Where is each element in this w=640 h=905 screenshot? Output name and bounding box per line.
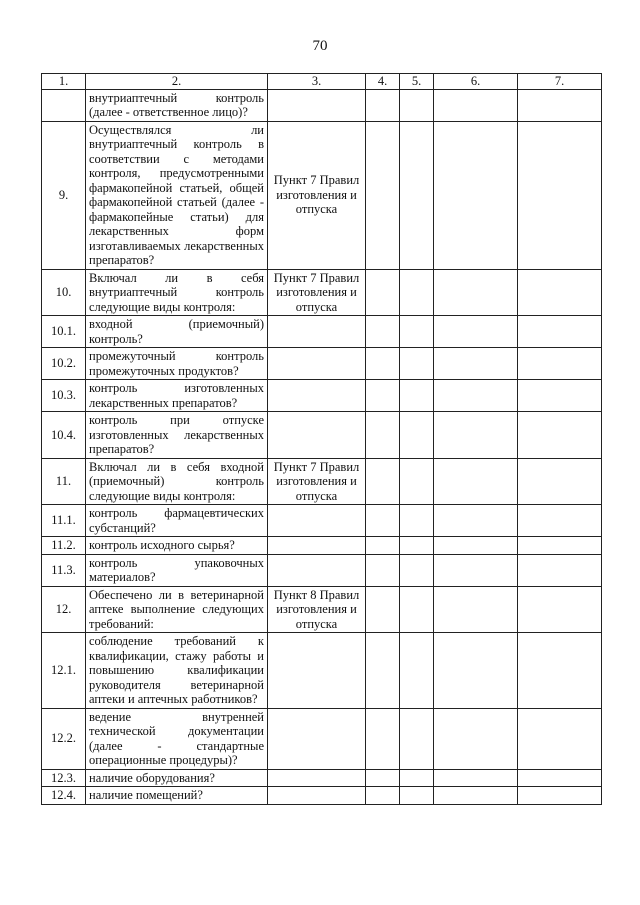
answer-cell-7: [518, 554, 602, 586]
header-cell: 1.: [42, 74, 86, 90]
question-cell: промежуточный контроль промежуточных продуктов?: [86, 348, 268, 380]
table-row: [42, 348, 602, 380]
answer-cell-5: [400, 787, 434, 805]
question-cell: Осуществлялся ли внутриаптечный контроль в соответствии с методами контроля, предусмотренными фармакопейной статьей, общей фармакопейной статьей (далее - фармакопейные статьи) для лекарственных форм изготавливаемых лекарственных препаратов?: [86, 121, 268, 269]
table-row: [42, 708, 602, 769]
table-row: [42, 537, 602, 555]
reference-cell: [268, 316, 366, 348]
reference-cell: [268, 505, 366, 537]
row-number-cell: 11.1.: [42, 505, 86, 537]
answer-cell-4: [366, 121, 400, 269]
answer-cell-6: [434, 316, 518, 348]
answer-cell-7: [518, 505, 602, 537]
table-row: [42, 316, 602, 348]
question-cell: входной (приемочный) контроль?: [86, 316, 268, 348]
reference-cell: [268, 537, 366, 555]
header-cell: 5.: [400, 74, 434, 90]
question-cell: контроль при отпуске изготовленных лекарственных препаратов?: [86, 412, 268, 459]
row-number-cell: 12.2.: [42, 708, 86, 769]
row-number-cell: 10.4.: [42, 412, 86, 459]
answer-cell-4: [366, 316, 400, 348]
header-cell: 2.: [86, 74, 268, 90]
row-number-cell: 12.1.: [42, 633, 86, 709]
question-cell: контроль фармацевтических субстанций?: [86, 505, 268, 537]
answer-cell-7: [518, 633, 602, 709]
answer-cell-6: [434, 269, 518, 316]
answer-cell-7: [518, 537, 602, 555]
answer-cell-4: [366, 769, 400, 787]
answer-cell-5: [400, 412, 434, 459]
table-row: [42, 121, 602, 269]
answer-cell-7: [518, 316, 602, 348]
question-cell: контроль изготовленных лекарственных препаратов?: [86, 380, 268, 412]
answer-cell-7: [518, 708, 602, 769]
answer-cell-7: [518, 348, 602, 380]
answer-cell-5: [400, 348, 434, 380]
answer-cell-6: [434, 769, 518, 787]
answer-cell-5: [400, 708, 434, 769]
answer-cell-4: [366, 633, 400, 709]
table-row: [42, 412, 602, 459]
reference-cell: [268, 708, 366, 769]
question-cell: Обеспечено ли в ветеринарной аптеке выполнение следующих требований:: [86, 586, 268, 633]
row-number-cell: 9.: [42, 121, 86, 269]
answer-cell-4: [366, 269, 400, 316]
reference-cell: [268, 769, 366, 787]
question-cell: внутриаптечный контроль (далее - ответственное лицо)?: [86, 89, 268, 121]
answer-cell-6: [434, 89, 518, 121]
answer-cell-6: [434, 505, 518, 537]
header-cell: 4.: [366, 74, 400, 90]
question-cell: контроль исходного сырья?: [86, 537, 268, 555]
table-row: [42, 586, 602, 633]
row-number-cell: 10.: [42, 269, 86, 316]
answer-cell-5: [400, 316, 434, 348]
row-number-cell: 10.2.: [42, 348, 86, 380]
reference-cell: Пункт 7 Правил изготовления и отпуска: [268, 269, 366, 316]
answer-cell-4: [366, 554, 400, 586]
reference-cell: Пункт 7 Правил изготовления и отпуска: [268, 458, 366, 505]
question-cell: контроль упаковочных материалов?: [86, 554, 268, 586]
answer-cell-7: [518, 89, 602, 121]
answer-cell-6: [434, 633, 518, 709]
row-number-cell: 11.2.: [42, 537, 86, 555]
row-number-cell: [42, 89, 86, 121]
answer-cell-4: [366, 537, 400, 555]
answer-cell-4: [366, 380, 400, 412]
answer-cell-4: [366, 89, 400, 121]
answer-cell-4: [366, 787, 400, 805]
answer-cell-6: [434, 537, 518, 555]
answer-cell-6: [434, 348, 518, 380]
row-number-cell: 10.3.: [42, 380, 86, 412]
answer-cell-6: [434, 586, 518, 633]
answer-cell-7: [518, 121, 602, 269]
table-row: [42, 633, 602, 709]
reference-cell: Пункт 8 Правил изготовления и отпуска: [268, 586, 366, 633]
header-cell: 7.: [518, 74, 602, 90]
table-row: [42, 458, 602, 505]
answer-cell-5: [400, 554, 434, 586]
answer-cell-7: [518, 787, 602, 805]
header-row: [42, 74, 602, 90]
reference-cell: [268, 554, 366, 586]
table-row: [42, 554, 602, 586]
table-row: [42, 505, 602, 537]
checklist-table: [41, 73, 602, 805]
question-cell: Включал ли в себя входной (приемочный) контроль следующие виды контроля:: [86, 458, 268, 505]
answer-cell-5: [400, 89, 434, 121]
row-number-cell: 10.1.: [42, 316, 86, 348]
table-row: [42, 89, 602, 121]
header-cell: 6.: [434, 74, 518, 90]
row-number-cell: 12.4.: [42, 787, 86, 805]
reference-cell: [268, 348, 366, 380]
table-row: [42, 269, 602, 316]
answer-cell-6: [434, 380, 518, 412]
answer-cell-4: [366, 708, 400, 769]
answer-cell-4: [366, 586, 400, 633]
answer-cell-7: [518, 586, 602, 633]
reference-cell: [268, 380, 366, 412]
answer-cell-6: [434, 412, 518, 459]
answer-cell-6: [434, 708, 518, 769]
reference-cell: [268, 412, 366, 459]
row-number-cell: 12.3.: [42, 769, 86, 787]
answer-cell-5: [400, 769, 434, 787]
answer-cell-7: [518, 458, 602, 505]
answer-cell-6: [434, 787, 518, 805]
answer-cell-5: [400, 380, 434, 412]
answer-cell-5: [400, 458, 434, 505]
answer-cell-7: [518, 769, 602, 787]
question-cell: наличие помещений?: [86, 787, 268, 805]
row-number-cell: 12.: [42, 586, 86, 633]
answer-cell-6: [434, 554, 518, 586]
answer-cell-5: [400, 633, 434, 709]
question-cell: соблюдение требований к квалификации, стажу работы и повышению квалификации руководителя ветеринарной аптеки и аптечных работников?: [86, 633, 268, 709]
answer-cell-5: [400, 269, 434, 316]
answer-cell-5: [400, 505, 434, 537]
answer-cell-5: [400, 537, 434, 555]
row-number-cell: 11.: [42, 458, 86, 505]
table-row: [42, 769, 602, 787]
answer-cell-5: [400, 586, 434, 633]
answer-cell-7: [518, 380, 602, 412]
answer-cell-4: [366, 348, 400, 380]
page-number: 70: [312, 38, 328, 54]
answer-cell-4: [366, 458, 400, 505]
reference-cell: Пункт 7 Правил изготовления и отпуска: [268, 121, 366, 269]
answer-cell-6: [434, 121, 518, 269]
table-row: [42, 380, 602, 412]
row-number-cell: 11.3.: [42, 554, 86, 586]
question-cell: Включал ли в себя внутриаптечный контроль следующие виды контроля:: [86, 269, 268, 316]
answer-cell-7: [518, 269, 602, 316]
answer-cell-6: [434, 458, 518, 505]
answer-cell-4: [366, 505, 400, 537]
table-row: [42, 787, 602, 805]
question-cell: ведение внутренней технической документации (далее - стандартные операционные процедуры)?: [86, 708, 268, 769]
reference-cell: [268, 633, 366, 709]
answer-cell-4: [366, 412, 400, 459]
answer-cell-5: [400, 121, 434, 269]
question-cell: наличие оборудования?: [86, 769, 268, 787]
reference-cell: [268, 89, 366, 121]
reference-cell: [268, 787, 366, 805]
header-cell: 3.: [268, 74, 366, 90]
answer-cell-7: [518, 412, 602, 459]
